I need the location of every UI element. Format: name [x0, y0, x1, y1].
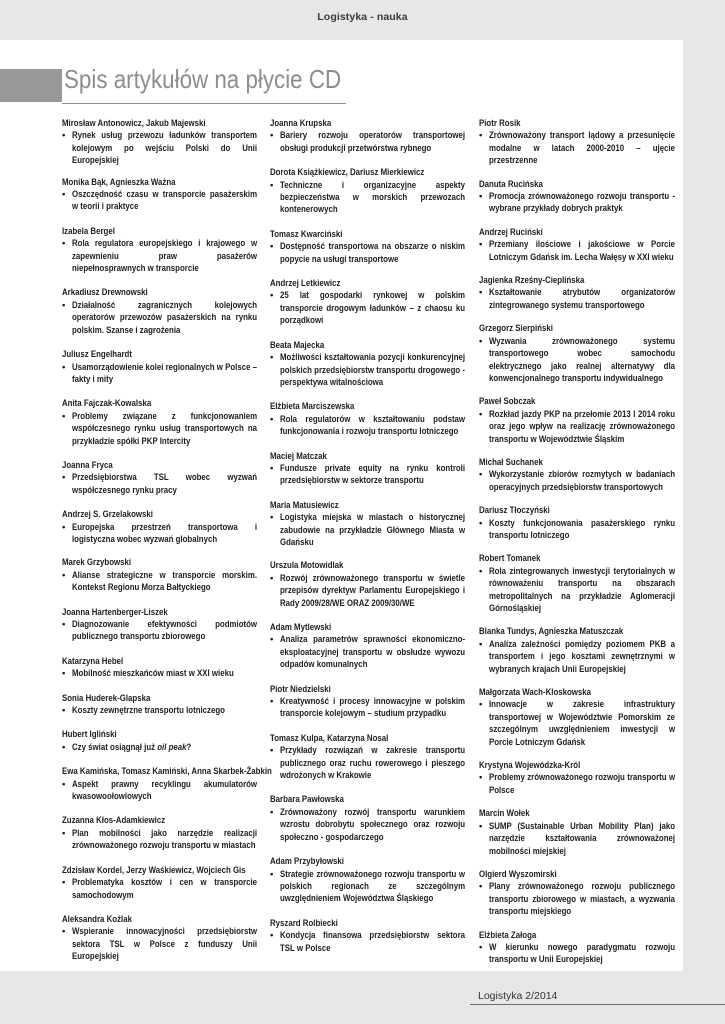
- article-entry: [62, 914, 257, 964]
- entry-article: [270, 130, 465, 155]
- entry-article: [62, 130, 257, 167]
- entry-authors: Anita Fajczak-Kowalska: [62, 398, 152, 410]
- running-header: Logistyka - nauka: [317, 11, 408, 23]
- entry-authors: Zdzisław Kordel, Jerzy Waśkiewicz, Wojciech Gis: [62, 864, 246, 876]
- article-entry: [62, 693, 257, 718]
- article-entry: [62, 287, 257, 337]
- article-title: Strategie zrównoważonego rozwoju transportu w polskich regionach ze szczególnym uwzględnieniem Województwa Śląskiego: [280, 868, 466, 905]
- entry-article: [270, 930, 465, 955]
- article-entry: [479, 396, 675, 446]
- entry-article: [270, 463, 465, 488]
- entry-article: [270, 696, 465, 721]
- entry-authors: Sonia Huderek-Glapska: [62, 692, 151, 704]
- entry-authors: Michał Suchanek: [479, 456, 543, 468]
- bullet-icon: •: [270, 806, 274, 818]
- entry-article: [62, 362, 257, 387]
- entry-authors: Robert Tomanek: [479, 553, 541, 565]
- article-entry: [479, 275, 675, 312]
- article-title: Wyzwania zrównoważonego systemu transportowego wobec samochodu elektrycznego jako realnej alternatywy dla konwencjonalnego transportu indywidualnego: [489, 335, 676, 384]
- entry-article: [479, 409, 675, 446]
- bullet-icon: •: [270, 413, 274, 425]
- bullet-icon: •: [62, 410, 66, 422]
- article-entry: [62, 557, 257, 594]
- article-title: Problemy zrównoważonego rozwoju transportu w Polsce: [489, 772, 676, 796]
- article-title: Koszty funkcjonowania pasażerskiego rynku transportu lotniczego: [489, 517, 676, 541]
- entry-article: [479, 942, 675, 967]
- entry-article: [479, 566, 675, 616]
- bullet-icon: •: [479, 335, 483, 347]
- bullet-icon: •: [270, 352, 274, 364]
- article-entry: [479, 687, 675, 749]
- article-entry: [270, 622, 465, 672]
- article-title: Kondycja finansowa przedsiębiorstw sektora TSL w Polsce: [280, 930, 466, 954]
- entry-authors: Marek Grzybowski: [62, 557, 132, 569]
- entry-authors: Krystyna Wojewódzka-Król: [479, 760, 581, 772]
- bullet-icon: •: [479, 469, 483, 481]
- article-entry: [479, 930, 675, 967]
- bullet-icon: •: [270, 868, 274, 880]
- bullet-icon: •: [62, 741, 66, 753]
- article-entry: [62, 729, 257, 754]
- bullet-icon: •: [62, 705, 66, 717]
- bullet-icon: •: [479, 699, 483, 711]
- entry-authors: Tomasz Kulpa, Katarzyna Nosal: [270, 732, 389, 744]
- bullet-icon: •: [62, 827, 66, 839]
- article-title: Innowacje w zakresie infrastruktury transportowej w Województwie Pomorskim ze szczególnym uwzględnieniem inwestycji w Porcie Lotniczym Gdańsk: [489, 699, 676, 748]
- entry-authors: Danuta Rucińska: [479, 178, 543, 190]
- article-entry: [479, 179, 675, 216]
- entry-article: [479, 469, 675, 494]
- article-title: Rola regulatora europejskiego i krajowego w zapewnieniu praw pasażerów niepełnosprawnych w transporcie: [72, 238, 258, 275]
- article-title: Techniczne i organizacyjne aspekty bezpieczeństwa w morskich przewozach kontenerowych: [280, 179, 466, 216]
- entry-authors: Małgorzata Wach-Kloskowska: [479, 687, 592, 699]
- bullet-icon: •: [479, 820, 483, 832]
- article-title: Przemiany ilościowe i jakościowe w Porcie Lotniczym Gdańsk im. Lecha Wałęsy w XXI wieku: [489, 239, 676, 263]
- column-left: [62, 118, 272, 964]
- bullet-icon: •: [270, 512, 274, 524]
- entry-authors: Zuzanna Kłos-Adamkiewicz: [62, 815, 166, 827]
- article-title: Dostępność transportowa na obszarze o niskim popycie na usługi transportowe: [280, 241, 466, 265]
- entry-article: [270, 573, 465, 610]
- bullet-icon: •: [62, 130, 66, 142]
- article-title: Plan mobilności jako narzędzie realizacji zrównoważonego rozwoju transportu w miastach: [72, 827, 258, 852]
- bullet-icon: •: [270, 634, 274, 646]
- bullet-icon: •: [62, 619, 66, 630]
- article-title: Fundusze private equity na rynku kontroli przedsiębiorstw w sektorze transportu: [280, 462, 466, 487]
- entry-article: [62, 926, 257, 963]
- bullet-icon: •: [62, 361, 66, 373]
- bullet-icon: •: [270, 572, 274, 584]
- entry-article: [479, 821, 675, 858]
- article-title: Rozkład jazdy PKP na przełomie 2013 I 2014 roku oraz jego wpływ na realizację zrównoważonego transportu w Województwie Śląskim: [489, 408, 676, 445]
- entry-article: [479, 191, 675, 216]
- article-entry: [270, 118, 465, 155]
- article-entry: [62, 177, 257, 214]
- article-title: Rola regulatorów w kształtowaniu podstaw funkcjonowania i rozwoju transportu lotniczego: [280, 413, 466, 438]
- article-entry: [270, 401, 465, 438]
- article-title: Zrównoważony rozwój transportu warunkiem wzrostu dobrobytu społecznego oraz rozwoju społeczno - gospodarczego: [280, 806, 466, 843]
- entry-article: [479, 239, 675, 264]
- article-title: Przedsiębiorstwa TSL wobec wyzwań współczesnego rynku pracy: [72, 472, 258, 496]
- article-title: Analiza zależności pomiędzy poziomem PKB a transportem i jego kosztami zewnętrznymi w wybranych krajach Unii Europejskiej: [489, 638, 676, 675]
- article-title: Kształtowanie atrybutów organizatorów zintegrowanego systemu transportowego: [489, 287, 676, 311]
- page-sheet: [0, 40, 683, 971]
- entry-article: [62, 668, 257, 680]
- entry-article: [270, 869, 465, 906]
- entry-article: [62, 705, 257, 717]
- entry-article: [270, 512, 465, 549]
- entry-article: [62, 779, 257, 804]
- entry-article: [479, 639, 675, 676]
- article-entry: [479, 457, 675, 494]
- article-entry: [270, 856, 465, 906]
- title-underline: [62, 103, 346, 104]
- entry-article: [62, 877, 257, 902]
- bullet-icon: •: [479, 408, 483, 420]
- article-entry: [62, 509, 257, 546]
- article-entry: [62, 607, 257, 644]
- bullet-icon: •: [62, 521, 66, 533]
- entry-authors: Dariusz Tłoczyński: [479, 505, 550, 517]
- entry-authors: Maciej Matczak: [270, 450, 327, 462]
- entry-article: [479, 518, 675, 543]
- bullet-icon: •: [479, 191, 483, 203]
- bullet-icon: •: [270, 930, 274, 942]
- article-entry: [270, 229, 465, 266]
- article-entry: [270, 167, 465, 217]
- article-title: Logistyka miejska w miastach o historycznej zabudowie na przykładzie Głównego Miasta w Gdańsku: [280, 512, 466, 548]
- article-entry: [62, 460, 257, 497]
- entry-authors: Marcin Wołek: [479, 808, 530, 820]
- bullet-icon: •: [62, 238, 66, 250]
- article-title: Wykorzystanie zbiorów rozmytych w badaniach operacyjnych przedsiębiorstw transportowych: [489, 469, 676, 493]
- entry-authors: Beata Majecka: [270, 339, 325, 351]
- bullet-icon: •: [62, 778, 66, 790]
- entry-authors: Joanna Fryca: [62, 459, 113, 471]
- bullet-icon: •: [62, 472, 66, 484]
- entry-authors: Arkadiusz Drewnowski: [62, 287, 148, 299]
- bullet-icon: •: [62, 299, 66, 311]
- article-entry: [479, 553, 675, 615]
- entry-article: [270, 414, 465, 439]
- bullet-icon: •: [479, 881, 483, 893]
- article-entry: [270, 684, 465, 721]
- entry-authors: Adam Przybyłowski: [270, 856, 344, 868]
- article-entry: [479, 323, 675, 385]
- article-title: Możliwości kształtowania pozycji konkurencyjnej polskich przedsiębiorstw transportu drogowego - perspektywa witalnościowa: [280, 352, 466, 388]
- article-entry: [270, 278, 465, 328]
- entry-article: [62, 189, 257, 214]
- entry-authors: Ryszard Rolbiecki: [270, 917, 338, 929]
- entry-article: [62, 238, 257, 275]
- entry-article: [270, 634, 465, 671]
- article-title: Wspieranie innowacyjności przedsiębiorstw sektora TSL w Polsce z funduszy Unii Europejskiej: [72, 926, 258, 963]
- article-entry: [270, 560, 465, 610]
- article-entry: [270, 500, 465, 550]
- bullet-icon: •: [479, 517, 483, 529]
- article-title: Rola zintegrowanych inwestycji terytorialnych w równoważeniu transportu na obszarach metropolitalnych na przykładzie Aglomeracji Górnośląskiej: [489, 565, 676, 614]
- entry-authors: Juliusz Engelhardt: [62, 349, 132, 361]
- article-title: Oszczędność czasu w transporcie pasażerskim w teorii i praktyce: [72, 189, 258, 213]
- entry-authors: Izabela Bergel: [62, 225, 115, 237]
- entry-article: [479, 287, 675, 312]
- title-accent-bar: [0, 69, 62, 102]
- article-title: Mobilność mieszkańców miast w XXI wieku: [72, 668, 234, 680]
- entry-authors: Elżbieta Załoga: [479, 929, 537, 941]
- article-entry: [479, 808, 675, 858]
- entry-authors: Jagienka Rześny-Cieplińska: [479, 275, 585, 287]
- article-title: Koszty zewnętrzne transportu lotniczego: [72, 705, 225, 717]
- entry-authors: Urszula Motowidlak: [270, 560, 344, 572]
- entry-authors: Monika Bąk, Agnieszka Ważna: [62, 176, 176, 188]
- entry-article: [270, 745, 465, 782]
- article-title: Kreatywność i procesy innowacyjne w polskim transporcie kolejowym – studium przypadku: [280, 696, 466, 720]
- entry-authors: Blanka Tundys, Agnieszka Matuszczak: [479, 626, 624, 638]
- bullet-icon: •: [479, 239, 483, 251]
- bullet-icon: •: [270, 290, 274, 302]
- entry-authors: Elżbieta Marciszewska: [270, 401, 355, 413]
- entry-article: [270, 180, 465, 217]
- entry-authors: Andrzej S. Grzelakowski: [62, 509, 153, 521]
- entry-article: [479, 881, 675, 918]
- article-entry: [270, 733, 465, 783]
- entry-article: [479, 336, 675, 386]
- article-title: Europejska przestrzeń transportowa i logistyczna wobec wyzwań globalnych: [72, 521, 258, 545]
- bullet-icon: •: [479, 130, 483, 142]
- article-entry: [479, 505, 675, 542]
- entry-authors: Adam Mytlewski: [270, 622, 332, 633]
- entry-article: [62, 411, 257, 448]
- entry-article: [62, 742, 257, 754]
- bullet-icon: •: [270, 696, 274, 708]
- article-entry: [479, 626, 675, 676]
- article-title: SUMP (Sustainable Urban Mobility Plan) jako narzędzie kształtowania zrównoważonej mobilności miejskiej: [489, 820, 676, 857]
- bullet-icon: •: [479, 772, 483, 784]
- article-title: Rozwój zrównoważonego transportu w świetle przepisów dyrektyw Parlamentu Europejskiego i Rady 2009/28/WE ORAZ 2009/30/WE: [280, 572, 466, 609]
- article-title: Promocja zrównoważonego rozwoju transportu - wybrane przykłady dobrych praktyk: [489, 191, 676, 215]
- article-entry: [62, 226, 257, 276]
- bullet-icon: •: [62, 668, 66, 680]
- article-title: Plany zrównoważonego rozwoju publicznego transportu zbiorowego w miastach, a wyzwania transportu miejskiego: [489, 881, 676, 918]
- entry-article: [62, 619, 257, 644]
- entry-authors: Katarzyna Hebel: [62, 655, 124, 667]
- bullet-icon: •: [270, 130, 274, 142]
- article-title: Działalność zagranicznych kolejowych operatorów przewozów pasażerskich na rynku polskim. Szanse i zagrożenia: [72, 299, 258, 336]
- article-title: Czy świat osiągnął już oil peak?: [72, 741, 192, 753]
- entry-article: [479, 130, 675, 167]
- entry-authors: Tomasz Kwarciński: [270, 228, 343, 240]
- article-entry: [270, 451, 465, 488]
- entry-authors: Aleksandra Koźlak: [62, 913, 132, 925]
- bullet-icon: •: [270, 462, 274, 474]
- article-title: Analiza parametrów sprawności ekonomiczno-eksploatacyjnej transportu w obsłudze wywozu odpadów komunalnych: [280, 634, 466, 671]
- article-entry: [62, 766, 272, 803]
- article-entry: [270, 794, 465, 844]
- article-entry: [479, 118, 675, 168]
- entry-article: [270, 241, 465, 266]
- bullet-icon: •: [270, 179, 274, 191]
- article-title: Problemy związane z funkcjonowaniem współczesnego rynku usług transportowych na przykładzie spółki PKP Intercity: [72, 410, 258, 447]
- entry-article: [62, 570, 257, 595]
- entry-article: [62, 300, 257, 337]
- entry-authors: Olgierd Wyszomirski: [479, 868, 557, 880]
- entry-authors: Andrzej Letkiewicz: [270, 278, 341, 290]
- entry-authors: Joanna Krupska: [270, 118, 332, 129]
- bullet-icon: •: [479, 565, 483, 577]
- article-title: Diagnozowanie efektywności podmiotów publicznego transportu zbiorowego: [72, 619, 258, 643]
- entry-article: [270, 807, 465, 844]
- entry-authors: Mirosław Antonowicz, Jakub Majewski: [62, 118, 206, 129]
- article-title: 25 lat gospodarki rynkowej w polskim transporcie drogowym ładunków – z chaosu ku porządkowi: [280, 290, 466, 327]
- entry-authors: Dorota Książkiewicz, Dariusz Mierkiewicz: [270, 167, 425, 179]
- bullet-icon: •: [270, 745, 274, 757]
- column-middle: [270, 118, 465, 955]
- entry-authors: Joanna Hartenberger-Liszek: [62, 606, 168, 618]
- article-entry: [62, 349, 257, 386]
- article-entry: [62, 815, 257, 852]
- article-entry: [270, 340, 465, 390]
- article-title: Alianse strategiczne w transporcie morskim. Kontekst Regionu Morza Bałtyckiego: [72, 569, 258, 594]
- article-title: Problematyka kosztów i cen w transporcie samochodowym: [72, 877, 258, 901]
- entry-authors: Piotr Niedzielski: [270, 683, 331, 695]
- footer-rule: [470, 1004, 725, 1005]
- entry-authors: Paweł Sobczak: [479, 396, 536, 408]
- page-title: Spis artykułów na płycie CD: [64, 64, 342, 94]
- bullet-icon: •: [62, 926, 66, 938]
- article-entry: [62, 398, 257, 448]
- article-title: Bariery rozwoju operatorów transportowej obsługi produkcji przetwórstwa rybnego: [280, 130, 466, 154]
- article-entry: [62, 118, 257, 168]
- bullet-icon: •: [270, 241, 274, 253]
- article-title: W kierunku nowego paradygmatu rozwoju transportu w Unii Europejskiej: [489, 941, 676, 966]
- entry-authors: Barbara Pawłowska: [270, 794, 344, 806]
- entry-authors: Grzegorz Sierpiński: [479, 323, 553, 335]
- entry-authors: Maria Matusiewicz: [270, 499, 339, 511]
- article-title: Zrównoważony transport lądowy a przesunięcie modalne w latach 2000-2010 – ujęcie przestrzenne: [489, 130, 676, 167]
- entry-article: [62, 522, 257, 547]
- article-entry: [479, 869, 675, 919]
- bullet-icon: •: [62, 569, 66, 581]
- bullet-icon: •: [479, 638, 483, 650]
- entry-article: [270, 352, 465, 389]
- bullet-icon: •: [479, 941, 483, 953]
- article-title: Aspekt prawny recyklingu akumulatorów kwasowoołowiowych: [72, 778, 258, 803]
- bullet-icon: •: [62, 877, 66, 889]
- article-title: Usamorządowienie kolei regionalnych w Polsce – fakty i mity: [72, 361, 258, 385]
- entry-article: [62, 472, 257, 497]
- entry-authors: Ewa Kamińska, Tomasz Kamiński, Anna Skarbek-Żabkin: [62, 766, 272, 778]
- entry-authors: Piotr Rosik: [479, 118, 521, 129]
- article-entry: [479, 227, 675, 264]
- bullet-icon: •: [62, 189, 66, 201]
- article-title: Rynek usług przewozu ładunków transportem kolejowym po wejściu Polski do Unii Europejskiej: [72, 130, 258, 167]
- article-title: Przykłady rozwiązań w zakresie transportu publicznego oraz ruchu rowerowego i pieszego wdrożonych w Krakowie: [280, 745, 466, 782]
- bullet-icon: •: [479, 287, 483, 299]
- entry-article: [270, 290, 465, 327]
- entry-article: [479, 699, 675, 749]
- entry-article: [62, 828, 257, 853]
- column-right: [479, 118, 675, 967]
- article-entry: [479, 760, 675, 797]
- article-entry: [62, 656, 257, 681]
- entry-authors: Hubert Igliński: [62, 729, 117, 741]
- entry-article: [479, 772, 675, 797]
- footer-issue-label: Logistyka 2/2014: [478, 990, 558, 1002]
- article-entry: [62, 865, 257, 902]
- entry-authors: Andrzej Ruciński: [479, 226, 543, 238]
- article-entry: [270, 918, 465, 955]
